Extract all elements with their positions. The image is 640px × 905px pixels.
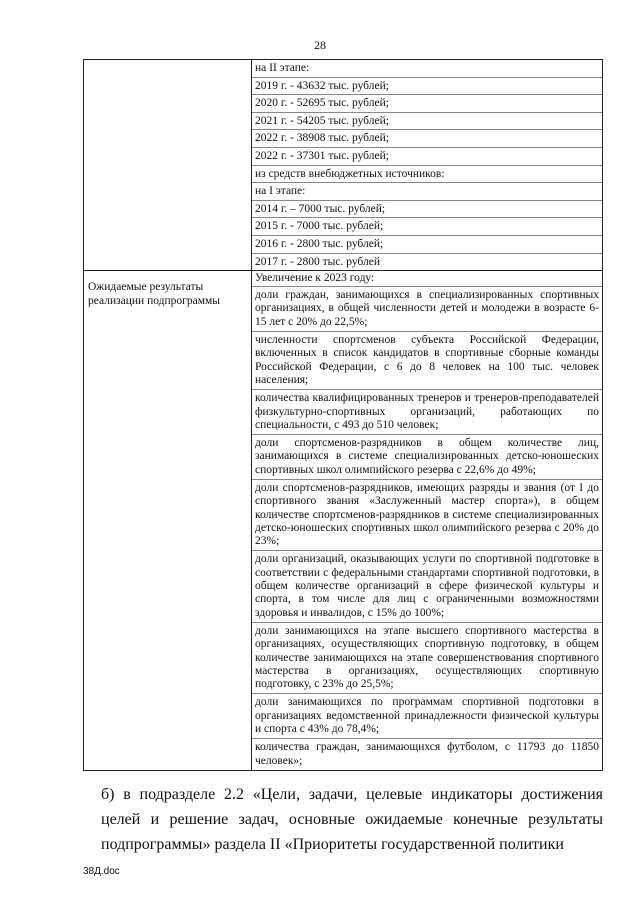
- program-table: [83, 59, 603, 771]
- financing-line: 2017 г. - 2800 тыс. рублей: [255, 255, 380, 268]
- result-item: доли спортсменов-разрядников, имеющих разряды и звания (от I до спортивного звания «Заслуженный мастер спорта»), в общем количестве спортсменов-разрядников в системе специализированных детско-юношеских спортивных школ олимпийского резерва с 20% до 23%;: [252, 480, 602, 551]
- result-item: численности спортсменов субъекта Российской Федерации, включенных в список кандидатов в спортивные сборные команды Российской Федерации, с 6 до 8 человек на 100 тыс. человек населения;: [252, 332, 602, 390]
- page-number: 28: [314, 38, 326, 52]
- result-item: доли организаций, оказывающих услуги по спортивной подготовке в соответствии с федеральными стандартами спортивной подготовки, в общем количестве организаций в сфере физической культуры и спорта, в том числе для лиц с ограниченными возможностями здоровья и инвалидов, с 15% до 100%;: [252, 551, 602, 622]
- row1-value-cell: [252, 60, 603, 271]
- result-item: количества квалифицированных тренеров и тренеров-преподавателей физкультурно-спортивных организаций, работающих по специальности, с 493 до 510 человек;: [252, 390, 602, 435]
- result-item: доли занимающихся на этапе высшего спортивного мастерства в организациях, осуществляющих спортивную подготовку, в общем количестве занимающихся на этапе совершенствования спортивного мастерства в организациях, осуществляющих спортивную подготовку, с 23% до 25,5%;: [252, 623, 602, 694]
- result-item: количества граждан, занимающихся футболом, с 11793 до 11850 человек»;: [255, 741, 599, 767]
- result-item: доли граждан, занимающихся в специализированных спортивных организациях, в общей численности детей и молодежи в возрасте 6-15 лет с 20% до 22,5%;: [252, 287, 602, 332]
- financing-line: 2021 г. - 54205 тыс. рублей;: [252, 113, 602, 131]
- financing-line: 2019 г. - 43632 тыс. рублей;: [252, 78, 602, 96]
- financing-line: на I этапе:: [252, 183, 602, 201]
- financing-line: 2022 г. - 38908 тыс. рублей;: [252, 130, 602, 148]
- financing-line: 2016 г. - 2800 тыс. рублей;: [252, 236, 602, 254]
- result-item: доли спортсменов-разрядников в общем количестве лиц, занимающихся в системе специализированных детско-юношеских спортивных школ олимпийского резерва с 22,6% до 49%;: [252, 435, 602, 480]
- financing-line: 2020 г. - 52695 тыс. рублей;: [252, 95, 602, 113]
- expected-results-label: Ожидаемые результаты реализации подпрограммы: [88, 281, 221, 308]
- financing-line: из средств внебюджетных источников:: [252, 166, 602, 184]
- financing-line: 2015 г. - 7000 тыс. рублей;: [252, 218, 602, 236]
- financing-line: 2022 г. - 37301 тыс. рублей;: [252, 148, 602, 166]
- footer-filename: 38Д.doc: [83, 866, 120, 877]
- body-paragraph: [101, 782, 603, 857]
- row1-label-cell: [84, 60, 252, 271]
- body-paragraph-text: б) в подразделе 2.2 «Цели, задачи, целевые индикаторы достижения целей и решение задач, основные ожидаемые конечные результаты подпрограммы» раздела II «Приоритеты государственной политики: [101, 786, 603, 853]
- table-row-financing: [84, 60, 603, 271]
- row2-value-cell: [252, 271, 603, 771]
- table-row-expected-results: [84, 271, 603, 771]
- financing-line: 2014 г. – 7000 тыс. рублей;: [252, 201, 602, 219]
- financing-line: на II этапе:: [252, 60, 602, 78]
- row2-label-cell: [84, 271, 252, 771]
- result-item: доли занимающихся по программам спортивной подготовки в организациях ведомственной принадлежности физической культуры и спорта с 43% до 78,4%;: [252, 694, 602, 739]
- results-heading: Увеличение к 2023 году:: [252, 271, 602, 287]
